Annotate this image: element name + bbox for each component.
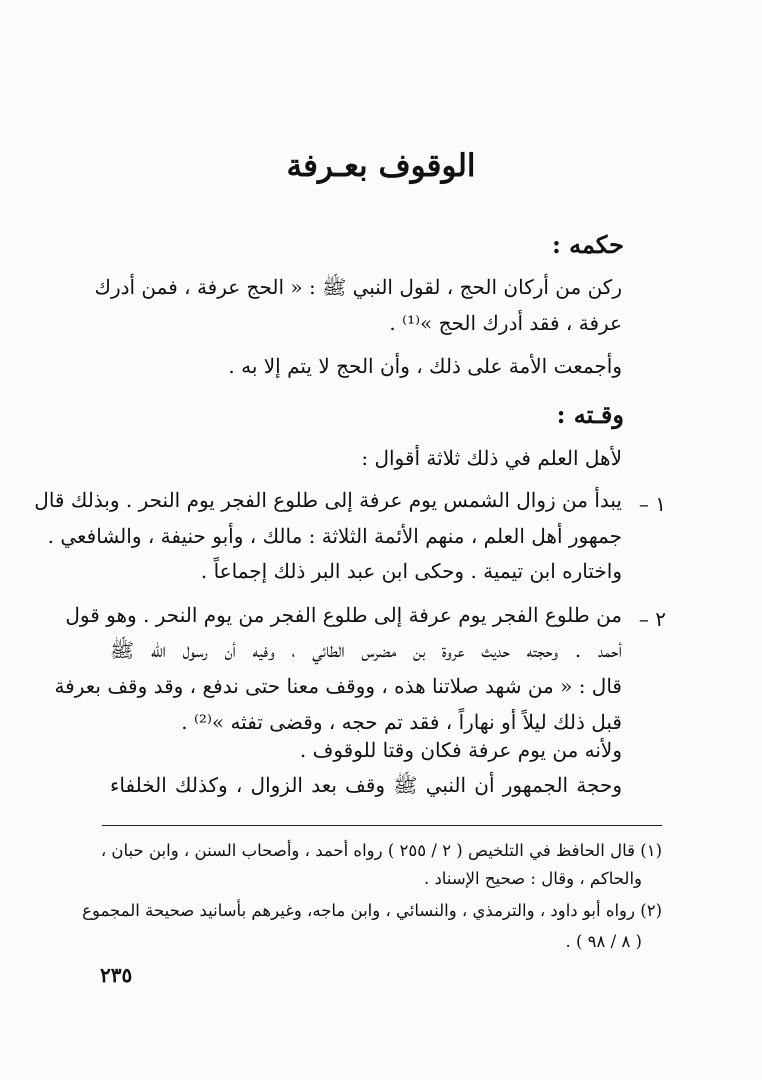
footnote-1-line-2: والحاكم ، وقال : صحيح الإسناد . xyxy=(423,869,642,888)
item-1-line-3: واختاره ابن تيمية . وحكى ابن عبد البر ذلك إجماعاً . xyxy=(200,559,622,583)
ruling-heading: حكمه : xyxy=(551,230,624,259)
ruling-line-3: وأجمعت الأمة على ذلك ، وأن الحج لا يتم إلا به . xyxy=(228,354,622,378)
footnote-divider xyxy=(102,825,662,826)
page-title: الوقوف بعـرفة xyxy=(286,148,476,184)
ruling-line-2: عرفة ، فقد أدرك الحج »⁽¹⁾ . xyxy=(389,311,622,335)
item-2-line-4: قبل ذلك ليلاً أو نهاراً ، فقد تم حجه ، وقضى تفثه »⁽²⁾ . xyxy=(181,710,622,734)
item-2-line-3: قال : « من شهد صلاتنا هذه ، ووقف معنا حتى ندفع ، وقد وقف بعرفة xyxy=(54,674,622,698)
item-1-line-1: يبدأ من زوال الشمس يوم عرفة إلى طلوع الفجر يوم النحر . وبذلك قال xyxy=(34,488,622,512)
item-2-line-1: من طلوع الفجر يوم عرفة إلى طلوع الفجر من يوم النحر . وهو قول xyxy=(65,603,622,627)
item-1-number: ١ – xyxy=(638,492,666,516)
item-2-line-6: وحجة الجمهور أن النبي ﷺ وقف بعد الزوال ، وكذلك الخلفاء xyxy=(110,773,622,797)
item-2-line-2: أحمد . وحجته حديث عروة بن مضرس الطائي ، وفيه أن رسول الله ﷺ xyxy=(110,638,622,662)
page-number: ٢٣٥ xyxy=(100,963,133,987)
footnote-1-line-1: (١) قال الحافظ في التلخيص ( ٢ / ٢٥٥ ) رواه أحمد ، وأصحاب السنن ، وابن حبان ، xyxy=(100,841,662,860)
time-heading: وقـته : xyxy=(556,400,624,429)
footnote-2-line-2: ( ٨ / ٩٨ ) . xyxy=(565,932,642,951)
ruling-line-1: ركن من أركان الحج ، لقول النبي ﷺ : « الحج عرفة ، فمن أدرك xyxy=(94,275,622,299)
item-2-number: ٢ – xyxy=(638,607,666,631)
footnote-2-line-1: (٢) رواه أبو داود ، والترمذي ، والنسائي ، وابن ماجه، وغيرهم بأسانيد صحيحة المجموع xyxy=(82,901,662,920)
item-1-line-2: جمهور أهل العلم ، منهم الأئمة الثلاثة : مالك ، وأبو حنيفة ، والشافعي . xyxy=(47,524,622,548)
time-intro: لأهل العلم في ذلك ثلاثة أقوال : xyxy=(361,446,622,470)
item-2-line-5: ولأنه من يوم عرفة فكان وقتا للوقوف . xyxy=(299,738,622,762)
